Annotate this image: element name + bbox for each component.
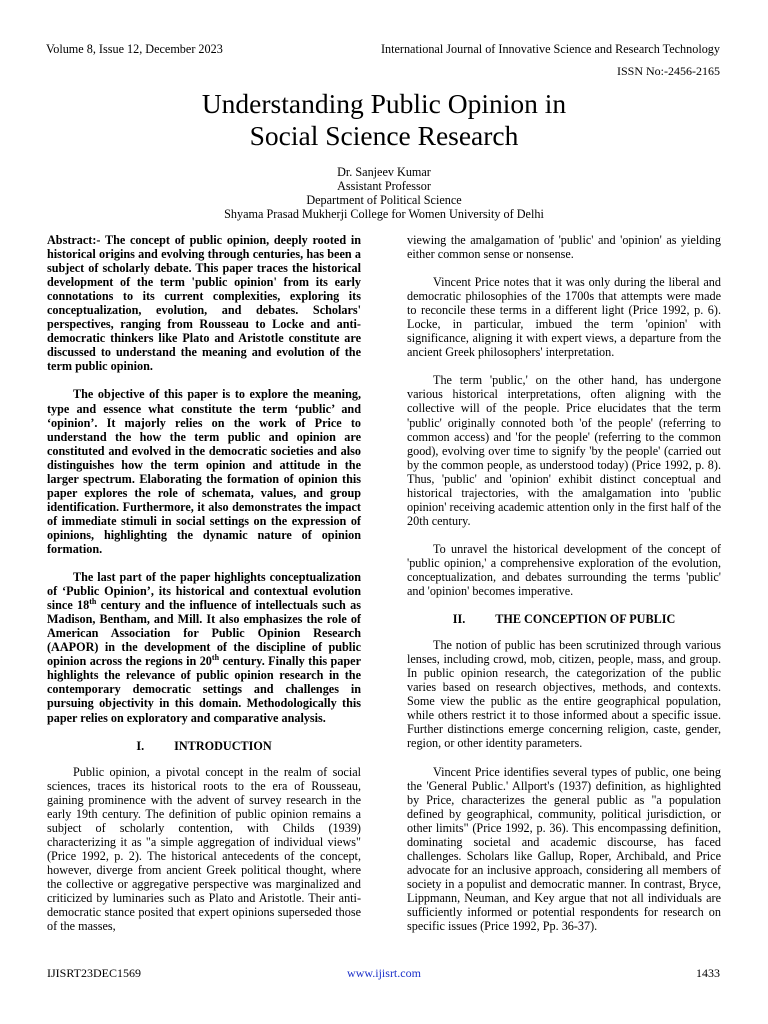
author-department: Department of Political Science bbox=[306, 193, 462, 208]
left-column bbox=[47, 233, 361, 947]
author-position: Assistant Professor bbox=[337, 179, 431, 194]
last-part-paragraph bbox=[47, 570, 361, 725]
section-title: INTRODUCTION bbox=[174, 738, 272, 753]
last-part-text-a: The last part of the paper highlights conceptualization of ‘Public Opinion’, its historical and contextual evolution since 18 bbox=[47, 570, 361, 613]
website-link[interactable]: www.ijisrt.com bbox=[347, 966, 421, 980]
issn-number: ISSN No:-2456-2165 bbox=[616, 64, 720, 78]
title-line-2: Social Science Research bbox=[249, 120, 519, 151]
journal-name: International Journal of Innovative Science and Research Technology bbox=[380, 42, 720, 56]
price-locke-paragraph: Vincent Price notes that it was only during the liberal and democratic philosophies of the 1700s that attempts were made to reconcile these terms in a different light (Price 1992, p. 6). Locke, in particular, imbued the term 'opinion' with significance, aligning it with expert views, a departure from the ancient Greek philosophers' interpretation. bbox=[407, 275, 721, 360]
title-line-1: Understanding Public Opinion in bbox=[201, 88, 567, 119]
continuation-paragraph: viewing the amalgamation of 'public' and 'opinion' as yielding either common sense or nonsense. bbox=[407, 233, 721, 262]
intro-paragraph: Public opinion, a pivotal concept in the realm of social sciences, traces its historical roots to the era of Rousseau, gaining prominence with the advent of survey research in the early 19th century. The definition of public opinion remains a subject of scholarly contention, with Childs (1939) characterizing it as "a simple aggregation of individual views" (Price 1992, p. 2). The historical antecedents of the concept, however, diverge from ancient Greek political thought, where the collective or aggregative perspective was marginalized and criticized by luminaries such as Plato and Aristotle. Their anti-democratic stance posited that expert opinions superseded those of the masses, bbox=[47, 764, 361, 934]
section-number: I. bbox=[136, 738, 145, 753]
term-public-paragraph: The term 'public,' on the other hand, has undergone various historical interpretations, often aligning with the collective will of the people. Price elucidates that the term 'public' originally connoted both 'of the people' (referring to common access) and 'for the people' (referring to the common good), evolving over time to signify 'by the people' (carried out by the common people, as understood today) (Price 1992, p. 8). Thus, 'public' and 'opinion' exhibit distinct conceptual and historical trajectories, with the amalgamation into 'public opinion' receiving academic attention only in the first half of the 20th century. bbox=[407, 373, 721, 528]
objective-paragraph: The objective of this paper is to explore the meaning, type and essence what constitute the term ‘public’ and ‘opinion’. It majorly relies on the work of Price to understand the how the term public and opinion are constituted and evolved in the democratic societies and also distinguishes how the term opinion and attitude in the larger spectrum. Elaborating the formation of opinion this paper explores the role of schemata, values, and group identification. Furthermore, it also demonstrates the impact of immediate stimuli in social settings on the expression of opinions, highlighting the dynamic nature of opinion formation. bbox=[47, 387, 361, 556]
superscript-th-1: th bbox=[89, 597, 97, 607]
superscript-th-2: th bbox=[211, 653, 220, 663]
types-paragraph: Vincent Price identifies several types of public, one being the 'General Public.' Allport's (1937) definition, as highlighted by Price, characterizes the general public as "a population defined by geographical, community, political jurisdiction, or other limits" (Price 1992, p. 36). This encompassing definition, dominating societal and academic discourse, has faced challenges. Scholars like Gallup, Roper, Archibald, and Price advocate for an inclusive approach, considering all members of society in a populist and democratic manner. In contrast, Bryce, Lippmann, Neuman, and Key argue that not all individuals are sufficiently informed or potential respondents for research on specific issues (Price 1992, Pp. 36-37). bbox=[407, 764, 721, 934]
volume-info: Volume 8, Issue 12, December 2023 bbox=[46, 42, 223, 56]
last-part-text-c: century. Finally this paper highlights the relevance of public opinion research in the contemporary democratic settings and challenges in pursuing objectivity in this domain. Methodologically this paper relies on exploratory and comparative analysis. bbox=[47, 654, 361, 725]
right-column bbox=[407, 233, 721, 947]
section-heading-introduction bbox=[47, 739, 361, 753]
page-number: 1433 bbox=[696, 966, 720, 980]
section-title: THE CONCEPTION OF PUBLIC bbox=[495, 612, 676, 627]
paper-title bbox=[0, 88, 768, 152]
last-part-text-b: century and the influence of intellectuals such as Madison, Bentham, and Mill. It also emphasizes the role of American Association for Public Opinion Research (AAPOR) in the development of the discipline of public opinion across the regions in 20 bbox=[47, 598, 361, 669]
paper-code: IJISRT23DEC1569 bbox=[47, 966, 141, 980]
author-block bbox=[0, 165, 768, 221]
section-number: II. bbox=[452, 612, 466, 627]
section-heading-conception bbox=[407, 612, 721, 626]
author-name: Dr. Sanjeev Kumar bbox=[337, 165, 431, 179]
abstract-paragraph: Abstract:- The concept of public opinion, deeply rooted in historical origins and evolving through centuries, has been a subject of scholarly debate. This paper traces the historical development of the term 'public opinion' from its early connotations to its current complexities, exploring its conceptualization, evolution, and debates. Scholars' perspectives, ranging from Rousseau to Locke and anti-democratic thinkers like Plato and Aristotle constitute are discussed to understand the meaning and evolution of the term public opinion. bbox=[47, 233, 361, 374]
author-institution: Shyama Prasad Mukherji College for Women University of Delhi bbox=[224, 207, 544, 222]
notion-paragraph: The notion of public has been scrutinized through various lenses, including crowd, mob, citizen, people, mass, and group. In public opinion research, the categorization of the public varies based on research objectives, methods, and contexts. Some view the public as the entire geographical population, while others restrict it to those informed about a specific issue. Further distinctions emerge concerning religion, caste, gender, region, or other identity parameters. bbox=[407, 638, 721, 751]
unravel-paragraph: To unravel the historical development of the concept of 'public opinion,' a comprehensive exploration of the evolution, conceptualization, and debates surrounding the terms 'public' and 'opinion' becomes imperative. bbox=[407, 541, 721, 599]
